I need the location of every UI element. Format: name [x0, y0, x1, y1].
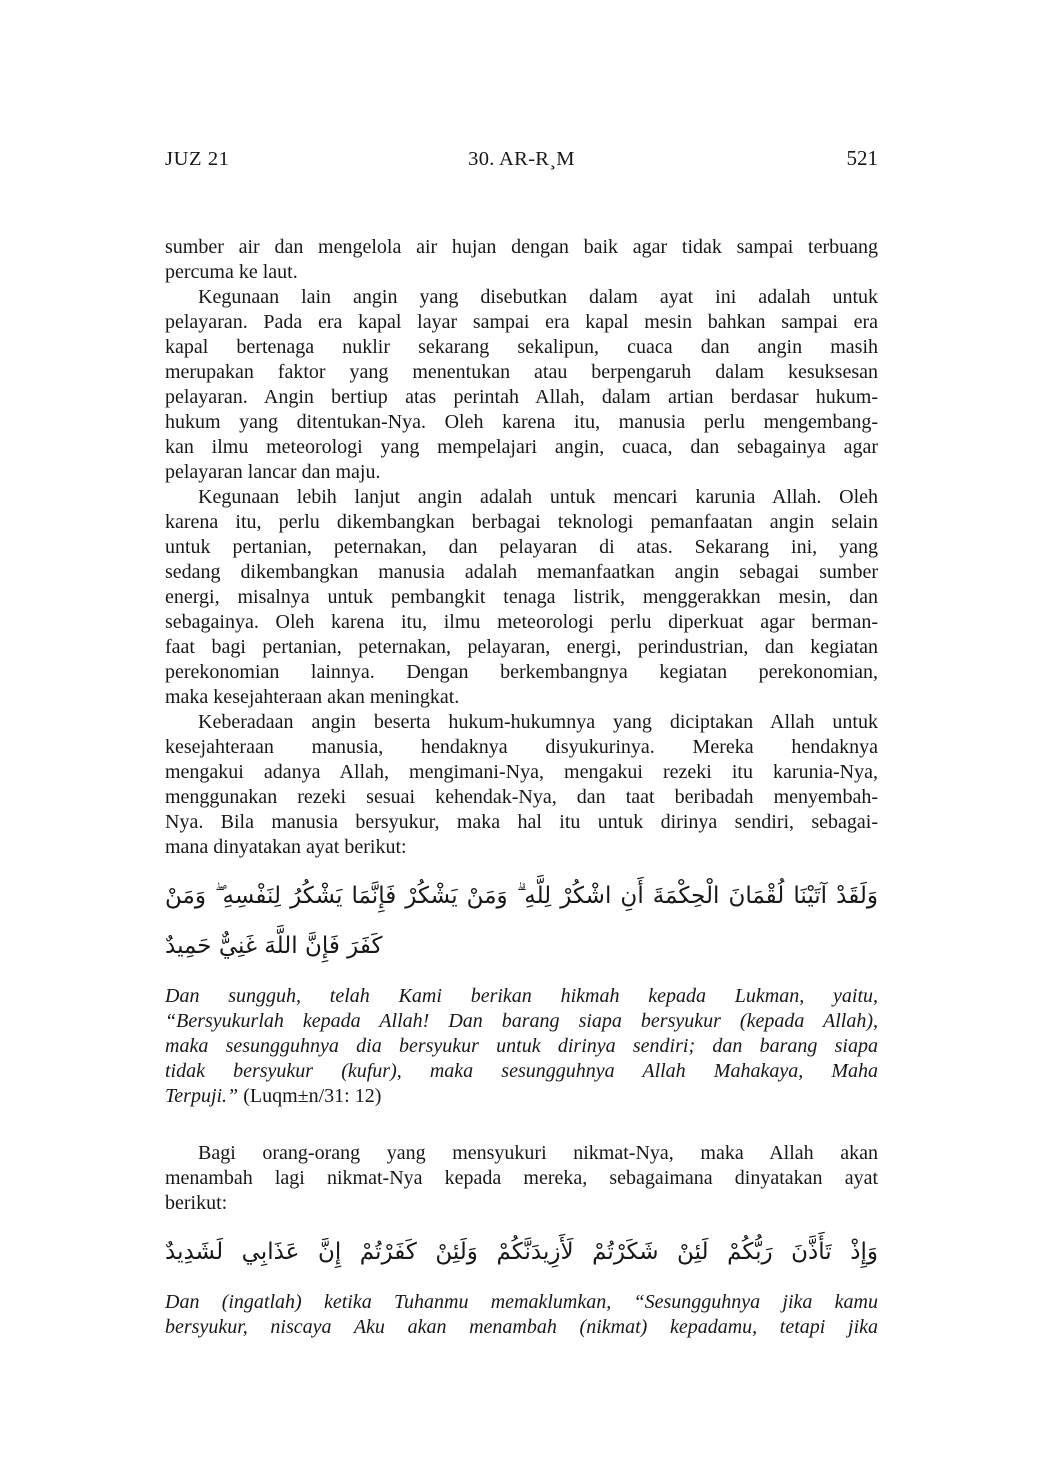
- quran-verse-ibrahim-14-7: وَإِذْ تَأَذَّنَ رَبُّكُمْ لَئِنْ شَكَرْتُمْ لَأَزِيدَنَّكُمْ وَلَئِنْ كَفَرْتُمْ إِنَّ عَذَابِي لَشَدِيدٌ: [165, 1239, 878, 1265]
- text-line: merupakan faktor yang menentukan atau berpengaruh dalam kesuksesan: [165, 361, 878, 383]
- text-line: Kegunaan lebih lanjut angin adalah untuk mencari karunia Allah. Oleh: [198, 486, 878, 508]
- text-line: Nya. Bila manusia bersyukur, maka hal itu untuk dirinya sendiri, sebagai-: [165, 811, 878, 833]
- paragraph: [165, 285, 878, 485]
- page-body: [165, 235, 878, 1340]
- page-number: 521: [846, 146, 878, 170]
- text-line: untuk pertanian, peternakan, dan pelayaran di atas. Sekarang ini, yang: [165, 536, 878, 558]
- text-line: mana dinyatakan ayat berikut:: [165, 836, 407, 858]
- text-line: berikut:: [165, 1192, 228, 1214]
- text-line: menambah lagi nikmat-Nya kepada mereka, sebagaimana dinyatakan ayat: [165, 1167, 878, 1189]
- text-line: hukum yang ditentukan-Nya. Oleh karena itu, manusia perlu mengembang-: [165, 411, 878, 433]
- text-line: [165, 1084, 878, 1109]
- text-line: Keberadaan angin beserta hukum-hukumnya yang diciptakan Allah untuk: [198, 711, 878, 733]
- text-line: mengakui adanya Allah, mengimani-Nya, mengakui rezeki itu karunia-Nya,: [165, 761, 878, 783]
- juz-label: JUZ 21: [165, 148, 230, 170]
- text-line: sebagainya. Oleh karena itu, ilmu meteorologi perlu diperkuat agar berman-: [165, 611, 878, 633]
- paragraph: [165, 1141, 878, 1216]
- text-line: kesejahteraan manusia, hendaknya disyukurinya. Mereka hendaknya: [165, 736, 878, 758]
- text-line: pelayaran. Pada era kapal layar sampai era kapal mesin bahkan sampai era: [165, 311, 878, 333]
- paragraph: [165, 710, 878, 860]
- text-line: tidak bersyukur (kufur), maka sesungguhnya Allah Mahakaya, Maha: [165, 1060, 878, 1082]
- text-line: “Bersyukurlah kepada Allah! Dan barang siapa bersyukur (kepada Allah),: [165, 1010, 878, 1032]
- text-line: pelayaran. Angin bertiup atas perintah Allah, dalam artian berdasar hukum-: [165, 386, 878, 408]
- paragraph: [165, 485, 878, 710]
- text-line: percuma ke laut.: [165, 261, 298, 283]
- text-line: Kegunaan lain angin yang disebutkan dalam ayat ini adalah untuk: [198, 286, 878, 308]
- verse-citation: (Luqm±n/31: 12): [238, 1085, 382, 1107]
- text-line: Bagi orang-orang yang mensyukuri nikmat-Nya, maka Allah akan: [198, 1142, 878, 1164]
- quran-verse-luqman-31-12: وَلَقَدْ آتَيْنَا لُقْمَانَ الْحِكْمَةَ أَنِ اشْكُرْ لِلَّهِ ۗ وَمَنْ يَشْكُرْ فَإِنَّمَا يَشْكُرُ لِنَفْسِهِ ۖ وَمَنْ كَفَرَ فَإِنَّ اللَّهَ غَنِيٌّ حَمِيدٌ: [165, 883, 878, 959]
- page-header: [165, 146, 878, 171]
- text-line: bersyukur, niscaya Aku akan menambah (nikmat) kepadamu, tetapi jika: [165, 1316, 878, 1338]
- text-line: Dan (ingatlah) ketika Tuhanmu memaklumkan, “Sesungguhnya jika kamu: [165, 1291, 878, 1313]
- text-line: sedang dikembangkan manusia adalah memanfaatkan angin sebagai sumber: [165, 561, 878, 583]
- text-line: Dan sungguh, telah Kami berikan hikmah kepada Lukman, yaitu,: [165, 985, 878, 1007]
- surah-title: 30. AR-R¸M: [468, 148, 575, 170]
- text-line: sumber air dan mengelola air hujan dengan baik agar tidak sampai terbuang: [165, 236, 878, 258]
- text-line: karena itu, perlu dikembangkan berbagai teknologi pemanfaatan angin selain: [165, 511, 878, 533]
- page-content: [165, 0, 878, 1340]
- text-line: energi, misalnya untuk pembangkit tenaga listrik, menggerakkan mesin, dan: [165, 586, 878, 608]
- text-line: pelayaran lancar dan maju.: [165, 461, 381, 483]
- text-line: menggunakan rezeki sesuai kehendak-Nya, dan taat beribadah menyembah-: [165, 786, 878, 808]
- text-line: maka kesejahteraan akan meningkat.: [165, 686, 460, 708]
- text-line: maka sesungguhnya dia bersyukur untuk dirinya sendiri; dan barang siapa: [165, 1035, 878, 1057]
- text-line: kan ilmu meteorologi yang mempelajari angin, cuaca, dan sebagainya agar: [165, 436, 878, 458]
- verse-translation: [165, 984, 878, 1109]
- text-line: faat bagi pertanian, peternakan, pelayaran, energi, perindustrian, dan kegiatan: [165, 636, 878, 658]
- text-line: perekonomian lainnya. Dengan berkembangnya kegiatan perekonomian,: [165, 661, 878, 683]
- translation-text: Terpuji.”: [165, 1085, 239, 1107]
- verse-translation: [165, 1290, 878, 1340]
- paragraph: [165, 235, 878, 285]
- text-line: kapal bertenaga nuklir sekarang sekalipun, cuaca dan angin masih: [165, 336, 878, 358]
